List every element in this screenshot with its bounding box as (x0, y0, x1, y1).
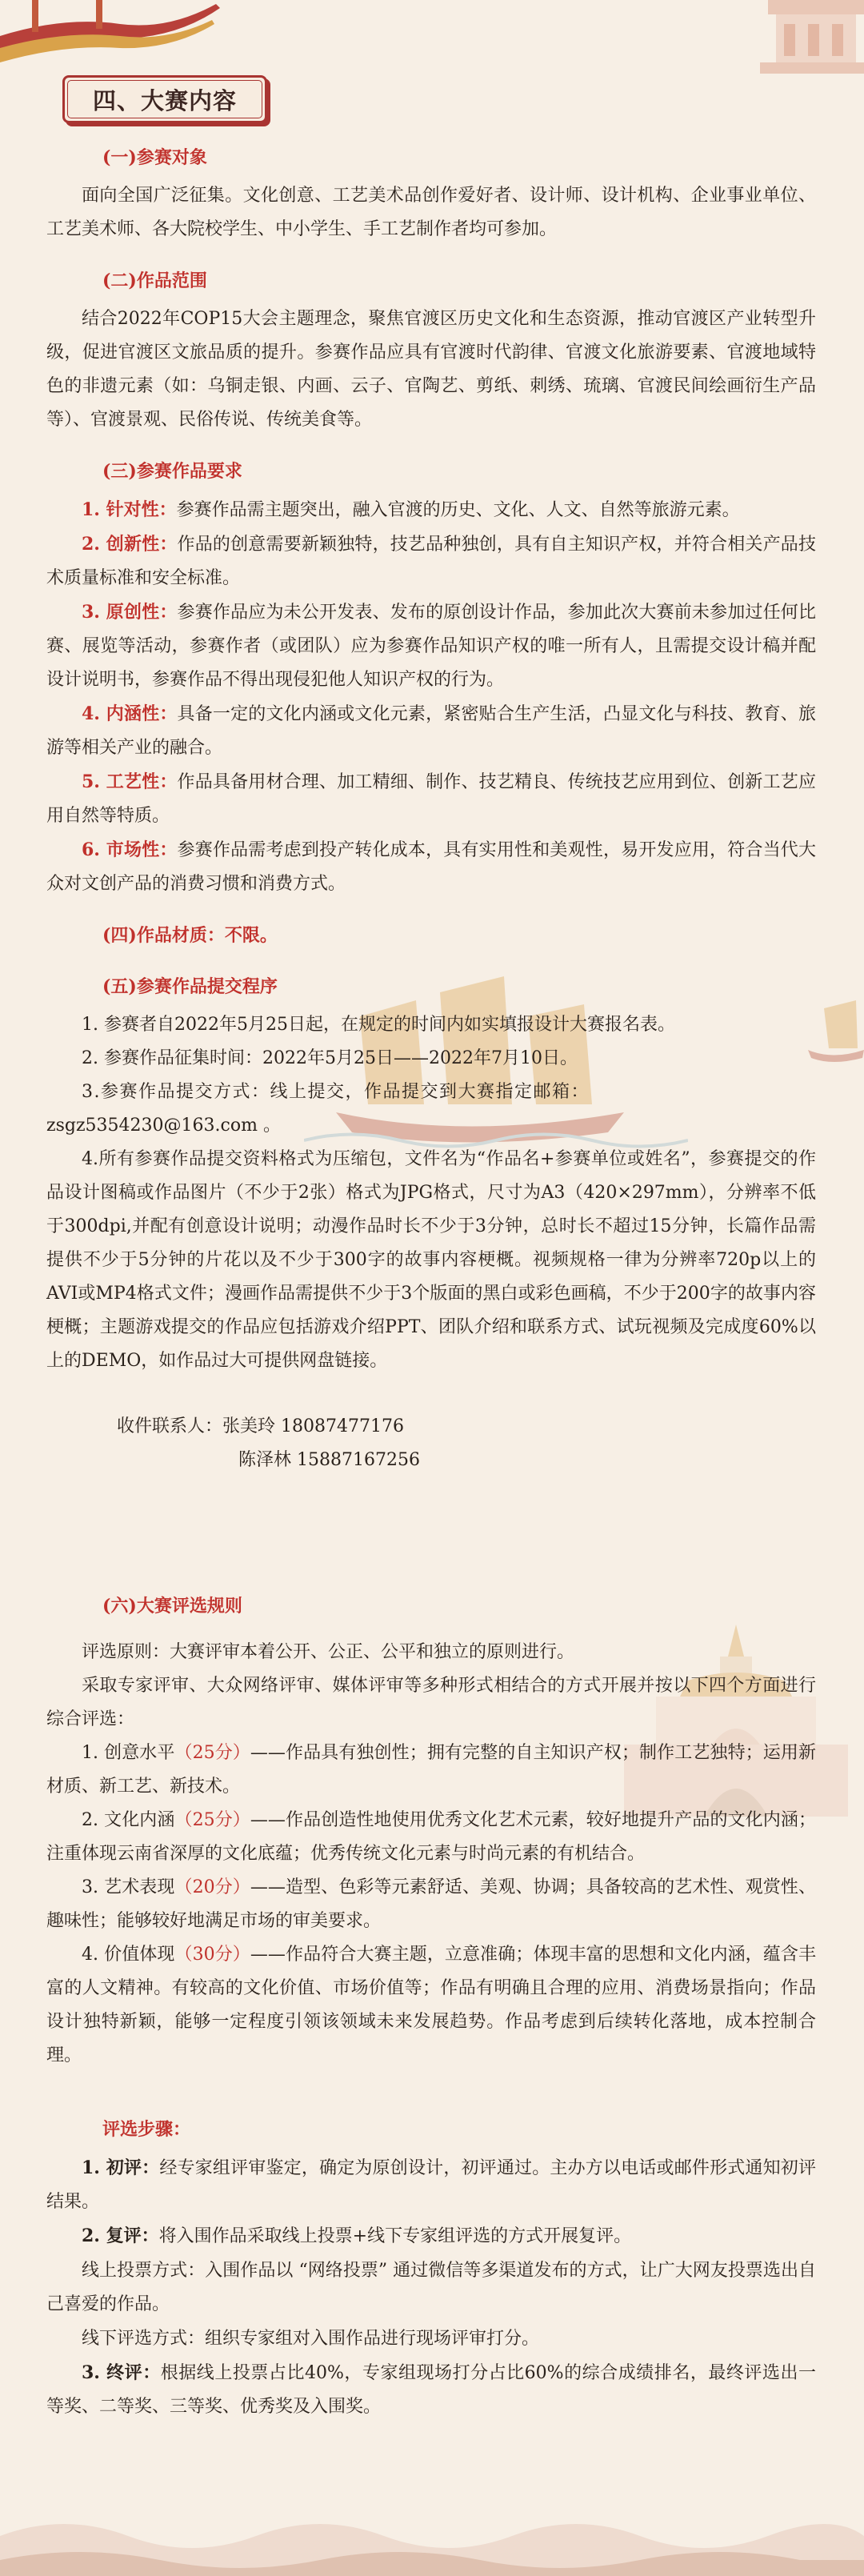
evaluation-rules (46, 1636, 816, 2073)
evaluation-method: 采取专家评审、大众网络评审、媒体评审等多种形式相结合的方式开展并按以下四个方面进行综合评选： (46, 1676, 816, 1729)
cloud-wave-decoration (0, 2488, 864, 2576)
section-title (62, 75, 267, 123)
material-heading: (四)作品材质：不限。 (102, 925, 278, 946)
evaluation-criterion: 4. 价值体现（30分）——作品符合大赛主题，立意准确；体现丰富的思想和文化内涵，蕴含丰富的人文精神。有较高的文化价值、市场价值等；作品有明确且合理的应用、消费场景指向；作品设计独特新颖，能够一定程度引领该领域未来发展趋势。作品考虑到后续转化落地，成本控制合理。 (46, 1945, 816, 2065)
steps-heading: 评选步骤： (102, 2119, 191, 2140)
evaluation-step: 1. 初评：经专家组评审鉴定，确定为原创设计，初评通过。主办方以电话或邮件形式通知初评结果。 (46, 2157, 816, 2212)
content-body (46, 141, 816, 2424)
section-title-text: 四、大赛内容 (92, 86, 237, 114)
contact-line: 陈泽林 15887167256 (238, 1450, 420, 1470)
submission-step: 2. 参赛作品征集时间：2022年5月25日——2022年7月10日。 (82, 1048, 578, 1068)
requirements-heading: (三)参赛作品要求 (102, 461, 242, 482)
evaluation-principle: 评选原则：大赛评审本着公开、公正、公平和独立的原则进行。 (82, 1642, 575, 1662)
evaluation-step: 3. 终评：根据线上投票占比40%，专家组现场打分占比60%的综合成绩排名，最终评选出一等奖、二等奖、三等奖、优秀奖及入围奖。 (46, 2362, 816, 2417)
target-text: 面向全国广泛征集。文化创意、工艺美术品创作爱好者、设计师、设计机构、企业事业单位、工艺美术师、各大院校学生、中小学生、手工艺制作者均可参加。 (46, 186, 816, 239)
submission-step: 1. 参赛者自2022年5月25日起，在规定的时间内如实填报设计大赛报名表。 (82, 1015, 675, 1035)
evaluation-step: 2. 复评：将入围作品采取线上投票+线下专家组评选的方式开展复评。 (82, 2225, 632, 2246)
submission-heading: (五)参赛作品提交程序 (102, 976, 278, 997)
requirements-list (46, 493, 816, 901)
submission-step: 3.参赛作品提交方式：线上提交，作品提交到大赛指定邮箱： (82, 1082, 590, 1102)
submission-step: 4.所有参赛作品提交资料格式为压缩包，文件名为“作品名+参赛单位或姓名”，参赛提交的作品设计图稿或作品图片（不少于2张）格式为JPG格式，尺寸为A3（420×297mm），分辨率不低于300dpi,并配有创意设计说明；动漫作品时长不少于3分钟，总时长不超过15分钟，长篇作品需提供不少于5分钟的片花以及不少于300字的故事内容梗概。视频规格一律为分辨率720p以上的AVI或MP4格式文件；漫画作品需提供不少于3个版面的黑白或彩色画稿，不少于200字的故事内容梗概；主题游戏提交的作品应包括游戏介绍PPT、团队介绍和联系方式、试玩视频及完成度60%以上的DEMO，如作品过大可提供网盘链接。 (46, 1149, 816, 1371)
evaluation-criterion: 3. 艺术表现（20分）——造型、色彩等元素舒适、美观、协调；具备较高的艺术性、观赏性、趣味性；能够较好地满足市场的审美要求。 (46, 1877, 816, 1931)
target-heading: (一)参赛对象 (102, 147, 207, 168)
evaluation-step: 线下评选方式：组织专家组对入围作品进行现场评审打分。 (82, 2329, 540, 2349)
tower-decoration (736, 0, 864, 88)
pavilion-roof-decoration (0, 0, 240, 64)
requirement-item: 5. 工艺性：作品具备用材合理、加工精细、制作、技艺精良、传统技艺应用到位、创新工艺应用自然等特质。 (46, 771, 816, 826)
evaluation-steps (46, 2151, 816, 2424)
scope-heading: (二)作品范围 (102, 270, 207, 291)
submission-steps (46, 1008, 816, 1378)
evaluation-heading: (六)大赛评选规则 (102, 1596, 242, 1617)
contact-block (46, 1410, 816, 1477)
submission-email: zsgz5354230@163.com 。 (46, 1116, 281, 1136)
contact-line: 收件联系人：张美玲 18087477176 (117, 1416, 404, 1436)
requirement-item: 2. 创新性：作品的创意需要新颖独特，技艺品种独创，具有自主知识产权，并符合相关产品技术质量标准和安全标准。 (46, 534, 816, 588)
requirement-item: 6. 市场性：参赛作品需考虑到投产转化成本，具有实用性和美观性，易开发应用，符合当代大众对文创产品的消费习惯和消费方式。 (46, 839, 816, 894)
requirement-item: 4. 内涵性：具备一定的文化内涵或文化元素，紧密贴合生产生活，凸显文化与科技、教育、旅游等相关产业的融合。 (46, 703, 816, 758)
evaluation-step: 线上投票方式：入围作品以 “网络投票” 通过微信等多渠道发布的方式，让广大网友投票选出自己喜爱的作品。 (46, 2261, 816, 2314)
requirement-item: 3. 原创性：参赛作品应为未公开发表、发布的原创设计作品，参加此次大赛前未参加过任何比赛、展览等活动，参赛作者（或团队）应为参赛作品知识产权的唯一所有人，且需提交设计稿并配设计说明书，参赛作品不得出现侵犯他人知识产权的行为。 (46, 602, 816, 690)
evaluation-criterion: 1. 创意水平（25分）——作品具有独创性；拥有完整的自主知识产权；制作工艺独特；运用新材质、新工艺、新技术。 (46, 1743, 816, 1797)
evaluation-criterion: 2. 文化内涵（25分）——作品创造性地使用优秀文化艺术元素，较好地提升产品的文化内涵；注重体现云南省深厚的文化底蕴；优秀传统文化元素与时尚元素的有机结合。 (46, 1810, 816, 1864)
scope-text: 结合2022年COP15大会主题理念，聚焦官渡区历史文化和生态资源，推动官渡区产业转型升级，促进官渡区文旅品质的提升。参赛作品应具有官渡时代韵律、官渡文化旅游要素、官渡地域特色的非遗元素（如：乌铜走银、内画、云子、官陶艺、剪纸、刺绣、琉璃、官渡民间绘画衍生产品等）、官渡景观、民俗传说、传统美食等。 (46, 309, 816, 430)
requirement-item: 1. 针对性：参赛作品需主题突出，融入官渡的历史、文化、人文、自然等旅游元素。 (82, 499, 740, 520)
